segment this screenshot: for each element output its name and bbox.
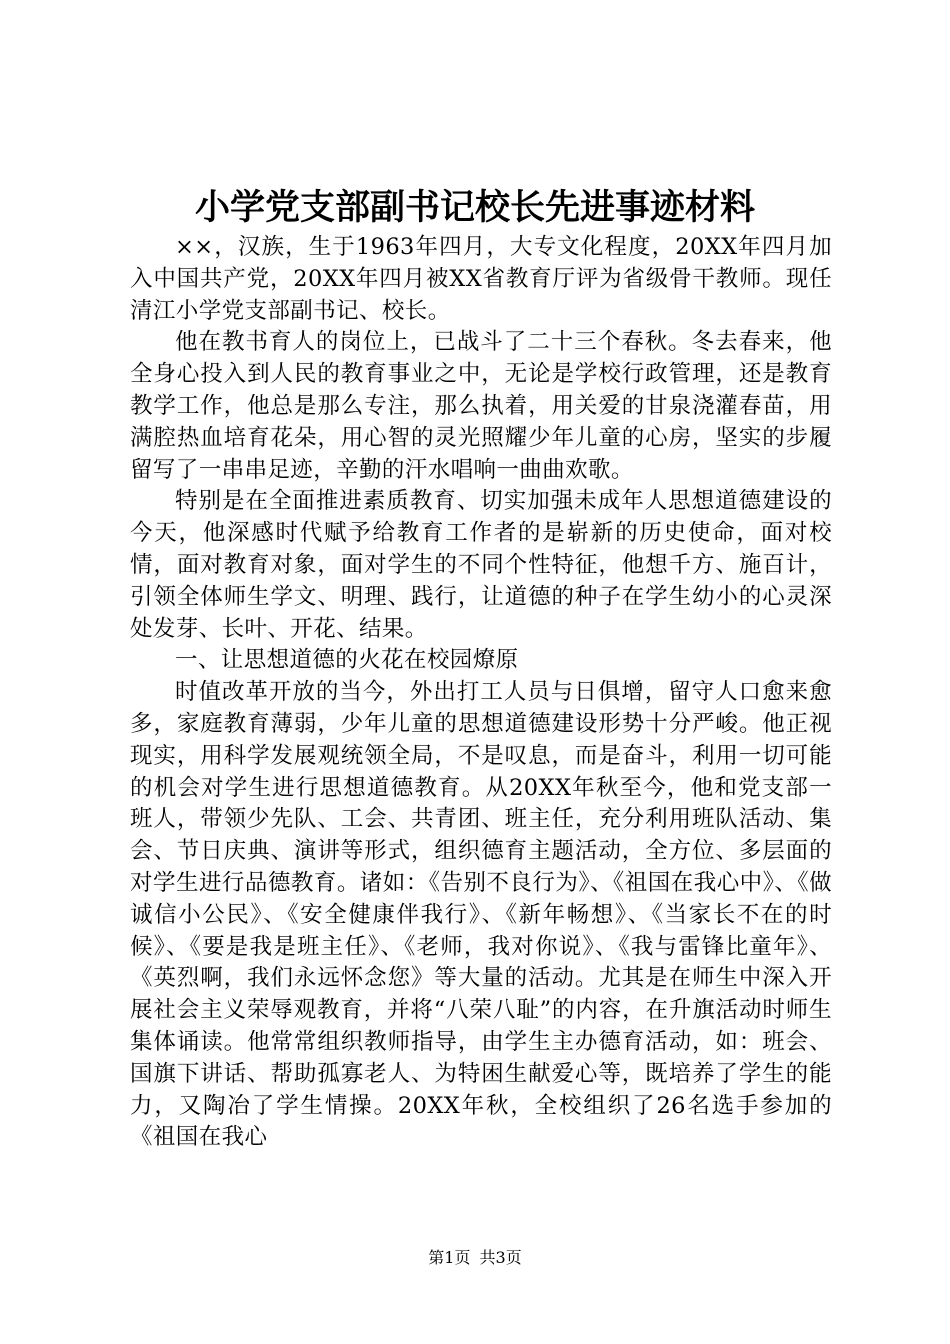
paragraph-mission: 特别是在全面推进素质教育、切实加强未成年人思想道德建设的今天，他深感时代赋予给教育工作者的是崭新的历史使命，面对校情，面对教育对象，面对学生的不同个性特征，他想千方、施百计，引领全体师生学文、明理、践行，让道德的种子在学生幼小的心灵深处发芽、长叶、开花、结果。	[130, 488, 832, 642]
section-heading-1: 一、让思想道德的火花在校园燎原	[175, 647, 519, 674]
document-title: 小学党支部副书记校长先进事迹材料	[194, 187, 755, 228]
paragraph-intro: ××，汉族，生于1963年四月，大专文化程度，20XX年四月加入中国共产党，20XX年四月被XX省教育厅评为省级骨干教师。现任清江小学党支部副书记、校长。	[130, 234, 832, 324]
page-total: 共3页	[479, 1248, 522, 1267]
paragraph-career: 他在教书育人的岗位上，已战斗了二十三个春秋。冬去春来，他全身心投入到人民的教育事业之中，无论是学校行政管理，还是教育教学工作，他总是那么专注，那么执着，用关爱的甘泉浇灌春苗，用满腔热血培育花朵，用心智的灵光照耀少年儿童的心房，坚实的步履留写了一串串足迹，辛勤的汗水唱响一曲曲欢歌。	[130, 329, 832, 483]
page-footer	[0, 1246, 950, 1270]
document-body	[130, 232, 832, 1154]
page-number: 第1页	[428, 1248, 471, 1267]
paragraph-moral-education: 时值改革开放的当今，外出打工人员与日俱增，留守人口愈来愈多，家庭教育薄弱，少年儿童的思想道德建设形势十分严峻。他正视现实，用科学发展观统领全局，不是叹息，而是奋斗，利用一切可能的机会对学生进行思想道德教育。从20XX年秋至今，他和党支部一班人，带领少先队、工会、共青团、班主任，充分利用班队活动、集会、节日庆典、演讲等形式，组织德育主题活动，全方位、多层面的对学生进行品德教育。诸如：《告别不良行为》、《祖国在我心中》、《做诚信小公民》、《安全健康伴我行》、《新年畅想》、《当家长不在的时候》、《要是我是班主任》、《老师，我对你说》、《我与雷锋比童年》、《英烈啊，我们永远怀念您》等大量的活动。尤其是在师生中深入开展社会主义荣辱观教育，并将“八荣八耻”的内容，在升旗活动时师生集体诵读。他常常组织教师指导，由学生主办德育活动，如：班会、国旗下讲话、帮助孤寡老人、为特困生献爱心等，既培养了学生的能力，又陶冶了学生情操。20XX年秋，全校组织了26名选手参加的《祖国在我心	[130, 679, 832, 1151]
